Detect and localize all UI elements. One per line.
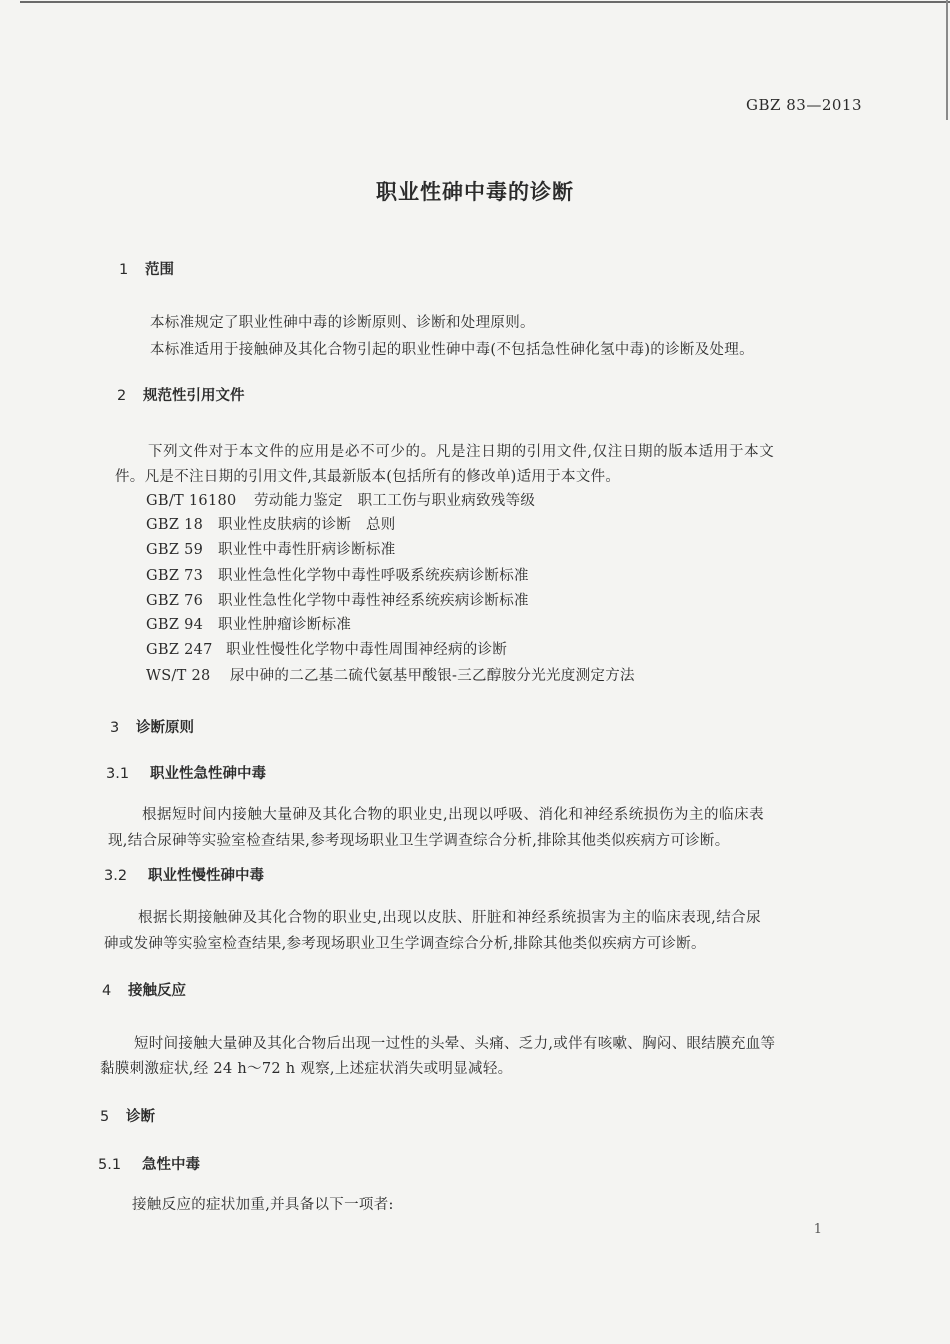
reference-code: WS/T 28: [146, 668, 211, 684]
reference-title: 职业性肿瘤诊断标准: [218, 617, 352, 633]
section-number: 4: [102, 983, 112, 999]
reference-item: [146, 613, 351, 634]
section-number: 3.2: [104, 868, 128, 884]
paragraph-line: 接触反应的症状加重,并具备以下一项者:: [132, 1197, 394, 1213]
reference-code: GBZ 18: [146, 517, 204, 533]
section-2-heading: [117, 384, 245, 405]
section-title: 诊断原则: [136, 720, 194, 736]
section-title: 职业性慢性砷中毒: [148, 868, 264, 884]
reference-code: GBZ 73: [146, 568, 204, 584]
reference-title: 劳动能力鉴定 职工工伤与职业病致残等级: [254, 493, 536, 509]
reference-item: [146, 638, 507, 659]
section-1-heading: [119, 258, 174, 279]
section-number: 2: [117, 388, 127, 404]
paragraph-line: 黏膜刺激症状,经 24 h～72 h 观察,上述症状消失或明显减轻。: [100, 1061, 513, 1077]
reference-code: GB/T 16180: [146, 493, 237, 509]
paragraph: 本标准规定了职业性砷中毒的诊断原则、诊断和处理原则。: [150, 315, 535, 331]
reference-title: 职业性急性化学物中毒性呼吸系统疾病诊断标准: [218, 568, 529, 584]
section-title: 急性中毒: [142, 1157, 200, 1173]
section-title: 规范性引用文件: [143, 388, 245, 404]
section-5-heading: [100, 1105, 155, 1126]
section-number: 1: [119, 262, 129, 278]
page-title: 职业性砷中毒的诊断: [376, 180, 574, 204]
section-title: 诊断: [126, 1109, 155, 1125]
reference-item: [146, 589, 529, 610]
reference-item: [146, 489, 535, 510]
paragraph: 本标准适用于接触砷及其化合物引起的职业性砷中毒(不包括急性砷化氢中毒)的诊断及处理。: [150, 342, 754, 358]
reference-item: [146, 564, 529, 585]
section-3-heading: [110, 716, 194, 737]
page-number: 1: [813, 1222, 822, 1237]
reference-item: [146, 513, 396, 534]
reference-title: 职业性急性化学物中毒性神经系统疾病诊断标准: [218, 593, 529, 609]
section-number: 5: [100, 1109, 110, 1125]
section-number: 5.1: [98, 1157, 122, 1173]
subsection-3-1-heading: [106, 762, 266, 783]
top-border-line: [20, 1, 950, 3]
section-number: 3: [110, 720, 120, 736]
section-4-heading: [102, 979, 186, 1000]
reference-code: GBZ 247: [146, 642, 213, 658]
reference-title: 职业性中毒性肝病诊断标准: [218, 542, 396, 558]
reference-title: 职业性皮肤病的诊断 总则: [218, 517, 396, 533]
reference-item: [146, 538, 396, 559]
reference-code: GBZ 76: [146, 593, 204, 609]
paragraph-line: 砷或发砷等实验室检查结果,参考现场职业卫生学调查综合分析,排除其他类似疾病方可诊断。: [104, 936, 706, 952]
reference-title: 职业性慢性化学物中毒性周围神经病的诊断: [226, 642, 508, 658]
reference-code: GBZ 94: [146, 617, 204, 633]
paragraph-line: 件。凡是不注日期的引用文件,其最新版本(包括所有的修改单)适用于本文件。: [115, 469, 621, 485]
right-border-line: [946, 0, 948, 120]
paragraph-line: 根据短时间内接触大量砷及其化合物的职业史,出现以呼吸、消化和神经系统损伤为主的临床表: [142, 807, 765, 823]
paragraph-line: 根据长期接触砷及其化合物的职业史,出现以皮肤、肝脏和神经系统损害为主的临床表现,结合尿: [138, 910, 762, 926]
section-title: 范围: [145, 262, 174, 278]
section-number: 3.1: [106, 766, 130, 782]
subsection-3-2-heading: [104, 864, 264, 885]
section-title: 职业性急性砷中毒: [150, 766, 266, 782]
standard-code: GBZ 83—2013: [746, 96, 862, 114]
paragraph-line: 现,结合尿砷等实验室检查结果,参考现场职业卫生学调查综合分析,排除其他类似疾病方可诊断。: [108, 833, 730, 849]
section-title: 接触反应: [128, 983, 186, 999]
reference-code: GBZ 59: [146, 542, 204, 558]
reference-title: 尿中砷的二乙基二硫代氨基甲酸银-三乙醇胺分光光度测定方法: [230, 668, 635, 684]
paragraph-line: 下列文件对于本文件的应用是必不可少的。凡是注日期的引用文件,仅注日期的版本适用于本文: [148, 444, 775, 460]
paragraph-line: 短时间接触大量砷及其化合物后出现一过性的头晕、头痛、乏力,或伴有咳嗽、胸闷、眼结膜充血等: [134, 1036, 776, 1052]
subsection-5-1-heading: [98, 1153, 200, 1174]
reference-item: [146, 664, 635, 685]
